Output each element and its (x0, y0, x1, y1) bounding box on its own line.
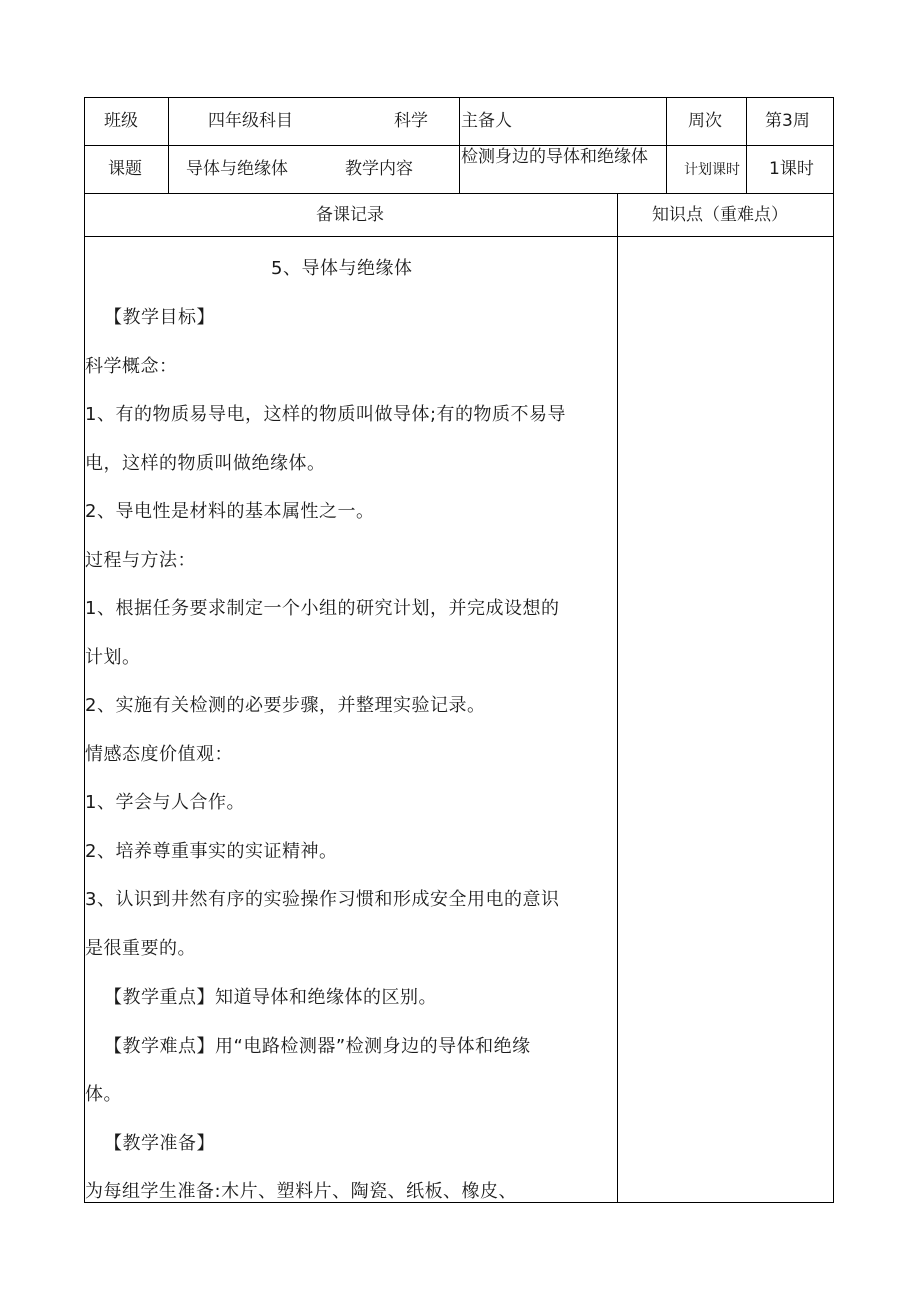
list-item: 【教学重点】知道导体和绝缘体的区别。 (104, 987, 437, 1008)
list-item: 1、有的物质易导电，这样的物质叫做导体;有的物质不易导 (85, 404, 567, 425)
table-row-divider (84, 236, 834, 237)
table-col-divider (666, 97, 667, 193)
preparer-label: 主备人 (461, 111, 512, 131)
record-column-header: 备课记录 (316, 205, 384, 225)
subject-value: 科学 (394, 111, 428, 131)
week-value: 第3周 (765, 111, 810, 131)
list-item: 2、实施有关检测的必要步骤，并整理实验记录。 (85, 695, 486, 716)
planned-hours-label: 计划课时 (684, 162, 740, 178)
grade-subject-label: 四年级科目 (208, 111, 293, 131)
table-col-divider (459, 97, 460, 193)
list-item: 科学概念： (85, 356, 178, 377)
list-item: 为每组学生准备:木片、塑料片、陶瓷、纸板、橡皮、 (85, 1181, 518, 1202)
table-border-right (833, 97, 834, 1203)
knowledge-column-header: 知识点（重难点） (652, 205, 788, 225)
class-label: 班级 (104, 111, 138, 131)
list-item: 2、培养尊重事实的实证精神。 (85, 841, 338, 862)
list-item: 计划。 (85, 647, 141, 668)
list-item: 3、认识到井然有序的实验操作习惯和形成安全用电的意识 (85, 889, 560, 910)
topic-value: 导体与绝缘体 (186, 159, 288, 179)
list-item: 1、学会与人合作。 (85, 792, 245, 813)
list-item: 是很重要的。 (85, 938, 196, 959)
list-item: 电，这样的物质叫做绝缘体。 (85, 453, 326, 474)
list-item: 【教学准备】 (104, 1133, 215, 1154)
planned-hours-value: 1课时 (769, 159, 814, 179)
list-item: 2、导电性是材料的基本属性之一。 (85, 501, 375, 522)
list-item: 【教学难点】用“电路检测器”检测身边的导体和绝缘 (104, 1036, 531, 1057)
content-value: 检测身边的导体和绝缘体 (461, 147, 648, 167)
table-col-divider (168, 97, 169, 193)
topic-label: 课题 (108, 159, 142, 179)
content-label: 教学内容 (345, 159, 413, 179)
week-label: 周次 (688, 111, 722, 131)
table-row-divider (84, 193, 834, 194)
list-item: 【教学目标】 (104, 307, 215, 328)
list-item: 1、根据任务要求制定一个小组的研究计划，并完成设想的 (85, 598, 560, 619)
lesson-title: 5、导体与绝缘体 (271, 258, 413, 279)
table-col-divider (617, 193, 618, 1203)
table-col-divider (746, 97, 747, 193)
list-item: 过程与方法： (85, 550, 196, 571)
list-item: 体。 (85, 1084, 122, 1105)
list-item: 情感态度价值观： (85, 744, 233, 765)
